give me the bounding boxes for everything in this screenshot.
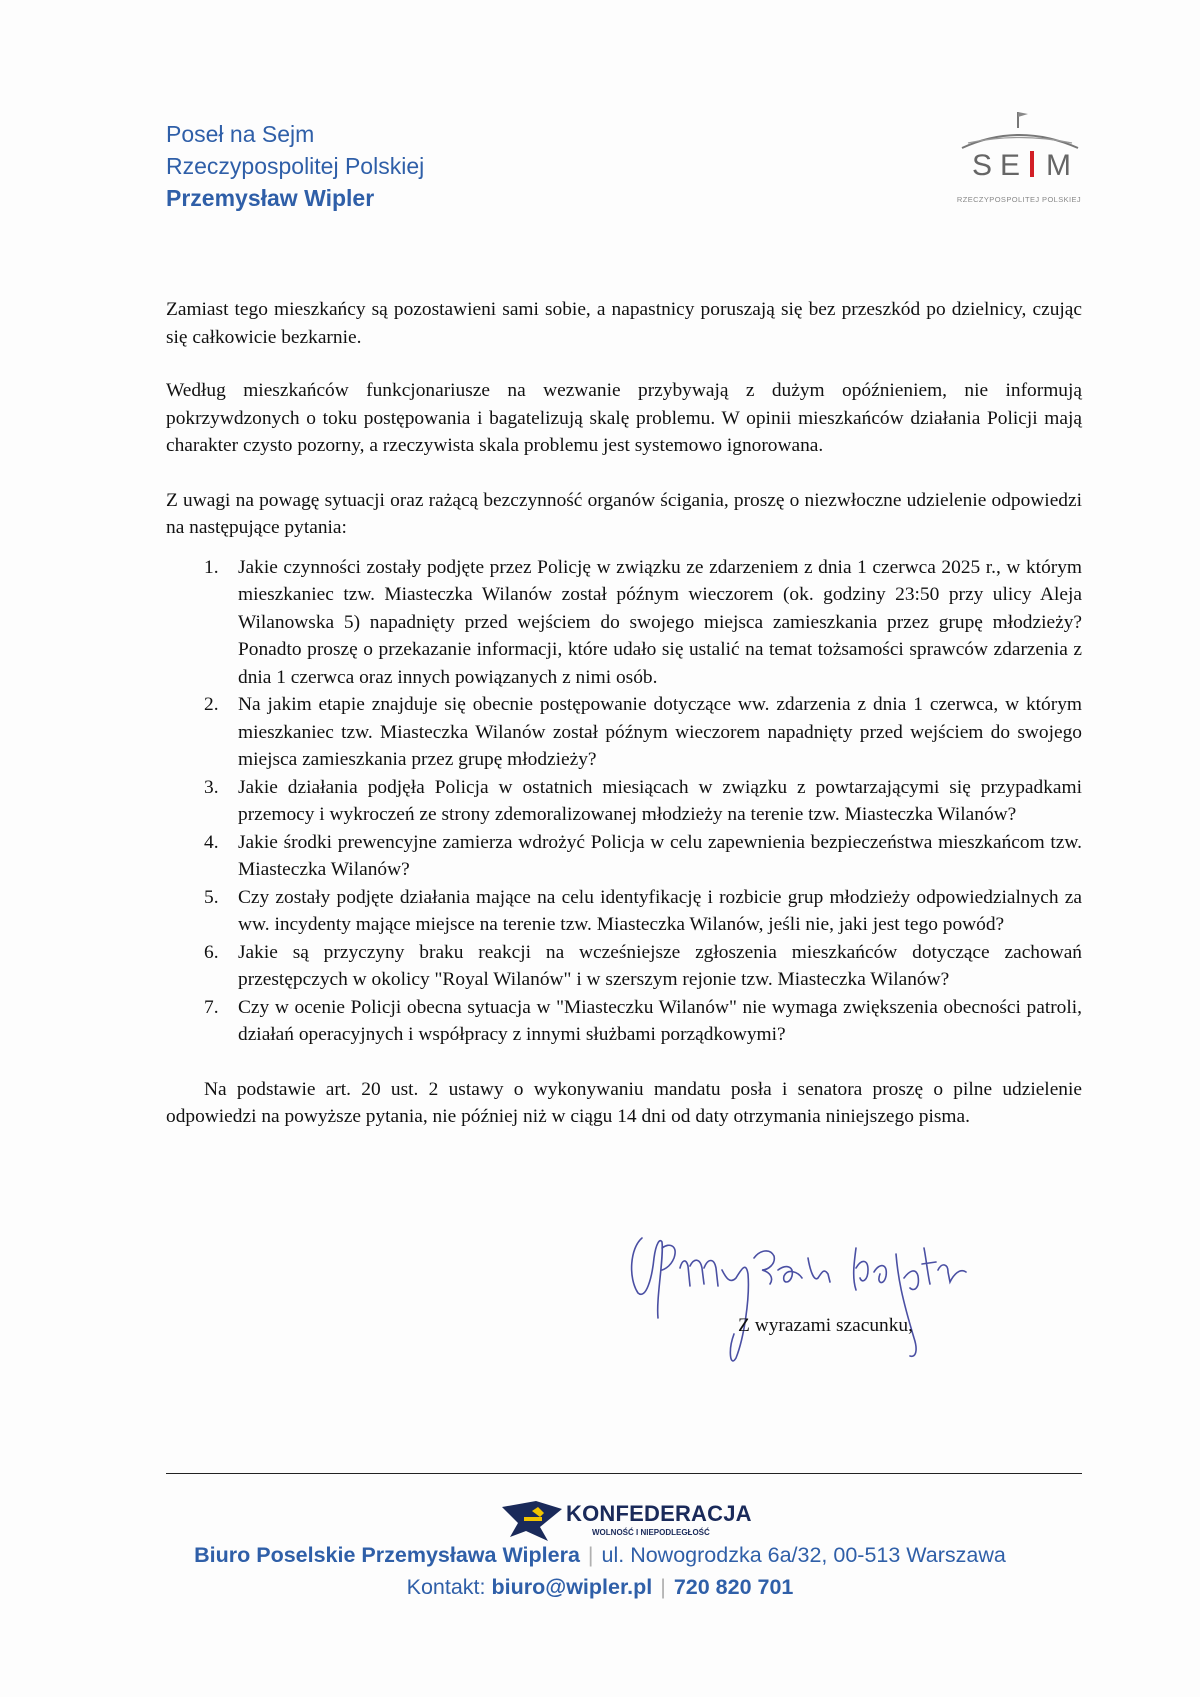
footer-separator: |: [587, 1543, 594, 1567]
footer-email[interactable]: biuro@wipler.pl: [491, 1575, 653, 1599]
footer-contact-line: [0, 1575, 1200, 1600]
question-number: 1.: [204, 556, 219, 578]
sejm-red-bar: [1030, 151, 1034, 177]
question-text: Na jakim etapie znajduje się obecnie postępowanie dotyczące ww. zdarzenia z dnia 1 czerwca, w którym mieszkaniec tzw. Miasteczka Wilanów został późnym wieczorem napadnięty przed wejściem do swojego miejsca zamieszkania przez grupę młodzieży?: [238, 694, 1082, 770]
question-number: 6.: [204, 941, 219, 963]
question-number: 3.: [204, 776, 219, 798]
question-item: [166, 774, 1082, 829]
sejm-letter-s: S: [972, 149, 993, 182]
sejm-letter-m: M: [1046, 149, 1071, 182]
letterhead-country: Rzeczypospolitej Polskiej: [166, 153, 425, 179]
question-text: Czy zostały podjęte działania mające na celu identyfikację i rozbicie grup młodzieży odpowiedzialnych za ww. incydenty mające miejsce na terenie tzw. Miasteczka Wilanów, jeśli nie, jaki jest tego powód?: [238, 886, 1082, 935]
sejm-letter-e: E: [1000, 149, 1021, 182]
handwritten-signature-icon: [618, 1218, 1058, 1368]
paragraph-3: Z uwagi na powagę sytuacji oraz rażącą bezczynność organów ścigania, proszę o niezwłoczne udzielenie odpowiedzi na następujące pytania:: [166, 489, 1082, 538]
footer-address: ul. Nowogrodzka 6a/32, 00-513 Warszawa: [601, 1543, 1006, 1567]
konfederacja-name: KONFEDERACJA: [566, 1501, 752, 1526]
paragraph-2: Według mieszkańców funkcjonariusze na wezwanie przybywają z dużym opóźnieniem, nie informują pokrzywdzonych o toku postępowania i bagatelizują skalę problemu. W opinii mieszkańców działania Policji mają charakter czysto pozorny, a rzeczywista skala problemu jest systemowo ignorowana.: [166, 380, 1082, 456]
question-text: Jakie są przyczyny braku reakcji na wcześniejsze zgłoszenia mieszkańców dotyczące zachowań przestępczych w okolicy "Royal Wilanów" i w szerszym rejonie tzw. Miasteczka Wilanów?: [238, 941, 1082, 990]
letterhead-name: Przemysław Wipler: [166, 185, 375, 211]
letter-body: [166, 296, 1082, 1131]
closing-line: Z wyrazami szacunku,: [738, 1315, 913, 1336]
konfederacja-tagline: WOLNOŚĆ I NIEPODLEGŁOŚĆ: [592, 1528, 710, 1537]
question-number: 4.: [204, 831, 219, 853]
question-number: 2.: [204, 694, 219, 715]
question-text: Jakie środki prewencyjne zamierza wdrożyć Policja w celu zapewnienia bezpieczeństwa mieszkańcom tzw. Miasteczka Wilanów?: [238, 831, 1082, 880]
question-item: [166, 939, 1082, 994]
footer-phone[interactable]: 720 820 701: [673, 1575, 794, 1599]
sejm-logo-icon: [944, 108, 1094, 218]
question-list: [166, 554, 1082, 1049]
question-item: [166, 829, 1082, 884]
footer-contact-label: Kontakt:: [406, 1575, 486, 1599]
question-text: Jakie czynności zostały podjęte przez Policję w związku ze zdarzeniem z dnia 1 czerwca 2025 r., w którym mieszkaniec tzw. Miasteczka Wilanów został późnym wieczorem (ok. godziny 23:50 przy ulicy Aleja Wilanowska 5) napadnięty przed wejściem do swojego miejsca zamieszkania przez grupę młodzieży? Ponadto proszę o przekazanie informacji, które udało się ustalić na temat tożsamości sprawców zdarzenia z dnia 1 czerwca oraz innych powiązanych z nimi osób.: [238, 556, 1082, 688]
letterhead: [166, 118, 424, 214]
paragraph-4: Na podstawie art. 20 ust. 2 ustawy o wykonywaniu mandatu posła i senatora proszę o pilne udzielenie odpowiedzi na powyższe pytania, nie później niż w ciągu 14 dni od daty otrzymania niniejszego pisma.: [166, 1078, 1082, 1127]
footer-office-line: [0, 1543, 1200, 1568]
question-item: [166, 994, 1082, 1049]
question-text: Jakie działania podjęła Policja w ostatnich miesiącach w związku z powtarzającymi się przypadkami przemocy i wykroczeń ze strony zdemoralizowanej młodzieży na terenie tzw. Miasteczka Wilanów?: [238, 776, 1082, 825]
question-number: 5.: [204, 886, 219, 908]
question-item: [166, 884, 1082, 939]
question-number: 7.: [204, 996, 219, 1018]
footer-divider: [166, 1473, 1082, 1474]
question-item: [166, 691, 1082, 774]
letterhead-title: Poseł na Sejm: [166, 121, 315, 147]
footer-separator: |: [660, 1575, 666, 1599]
question-item: [166, 554, 1082, 692]
footer-office: Biuro Poselskie Przemysława Wiplera: [194, 1543, 580, 1567]
paragraph-1: Zamiast tego mieszkańcy są pozostawieni sami sobie, a napastnicy poruszają się bez przeszkód po dzielnicy, czując się całkowicie bezkarnie.: [166, 299, 1082, 348]
sejm-letter-j: J: [1026, 175, 1027, 176]
sejm-subtitle: RZECZYPOSPOLITEJ POLSKIEJ: [956, 195, 1082, 204]
question-text: Czy w ocenie Policji obecna sytuacja w "Miasteczku Wilanów" nie wymaga zwiększenia obecności patroli, działań operacyjnych i współpracy z innymi służbami porządkowymi?: [238, 996, 1082, 1045]
